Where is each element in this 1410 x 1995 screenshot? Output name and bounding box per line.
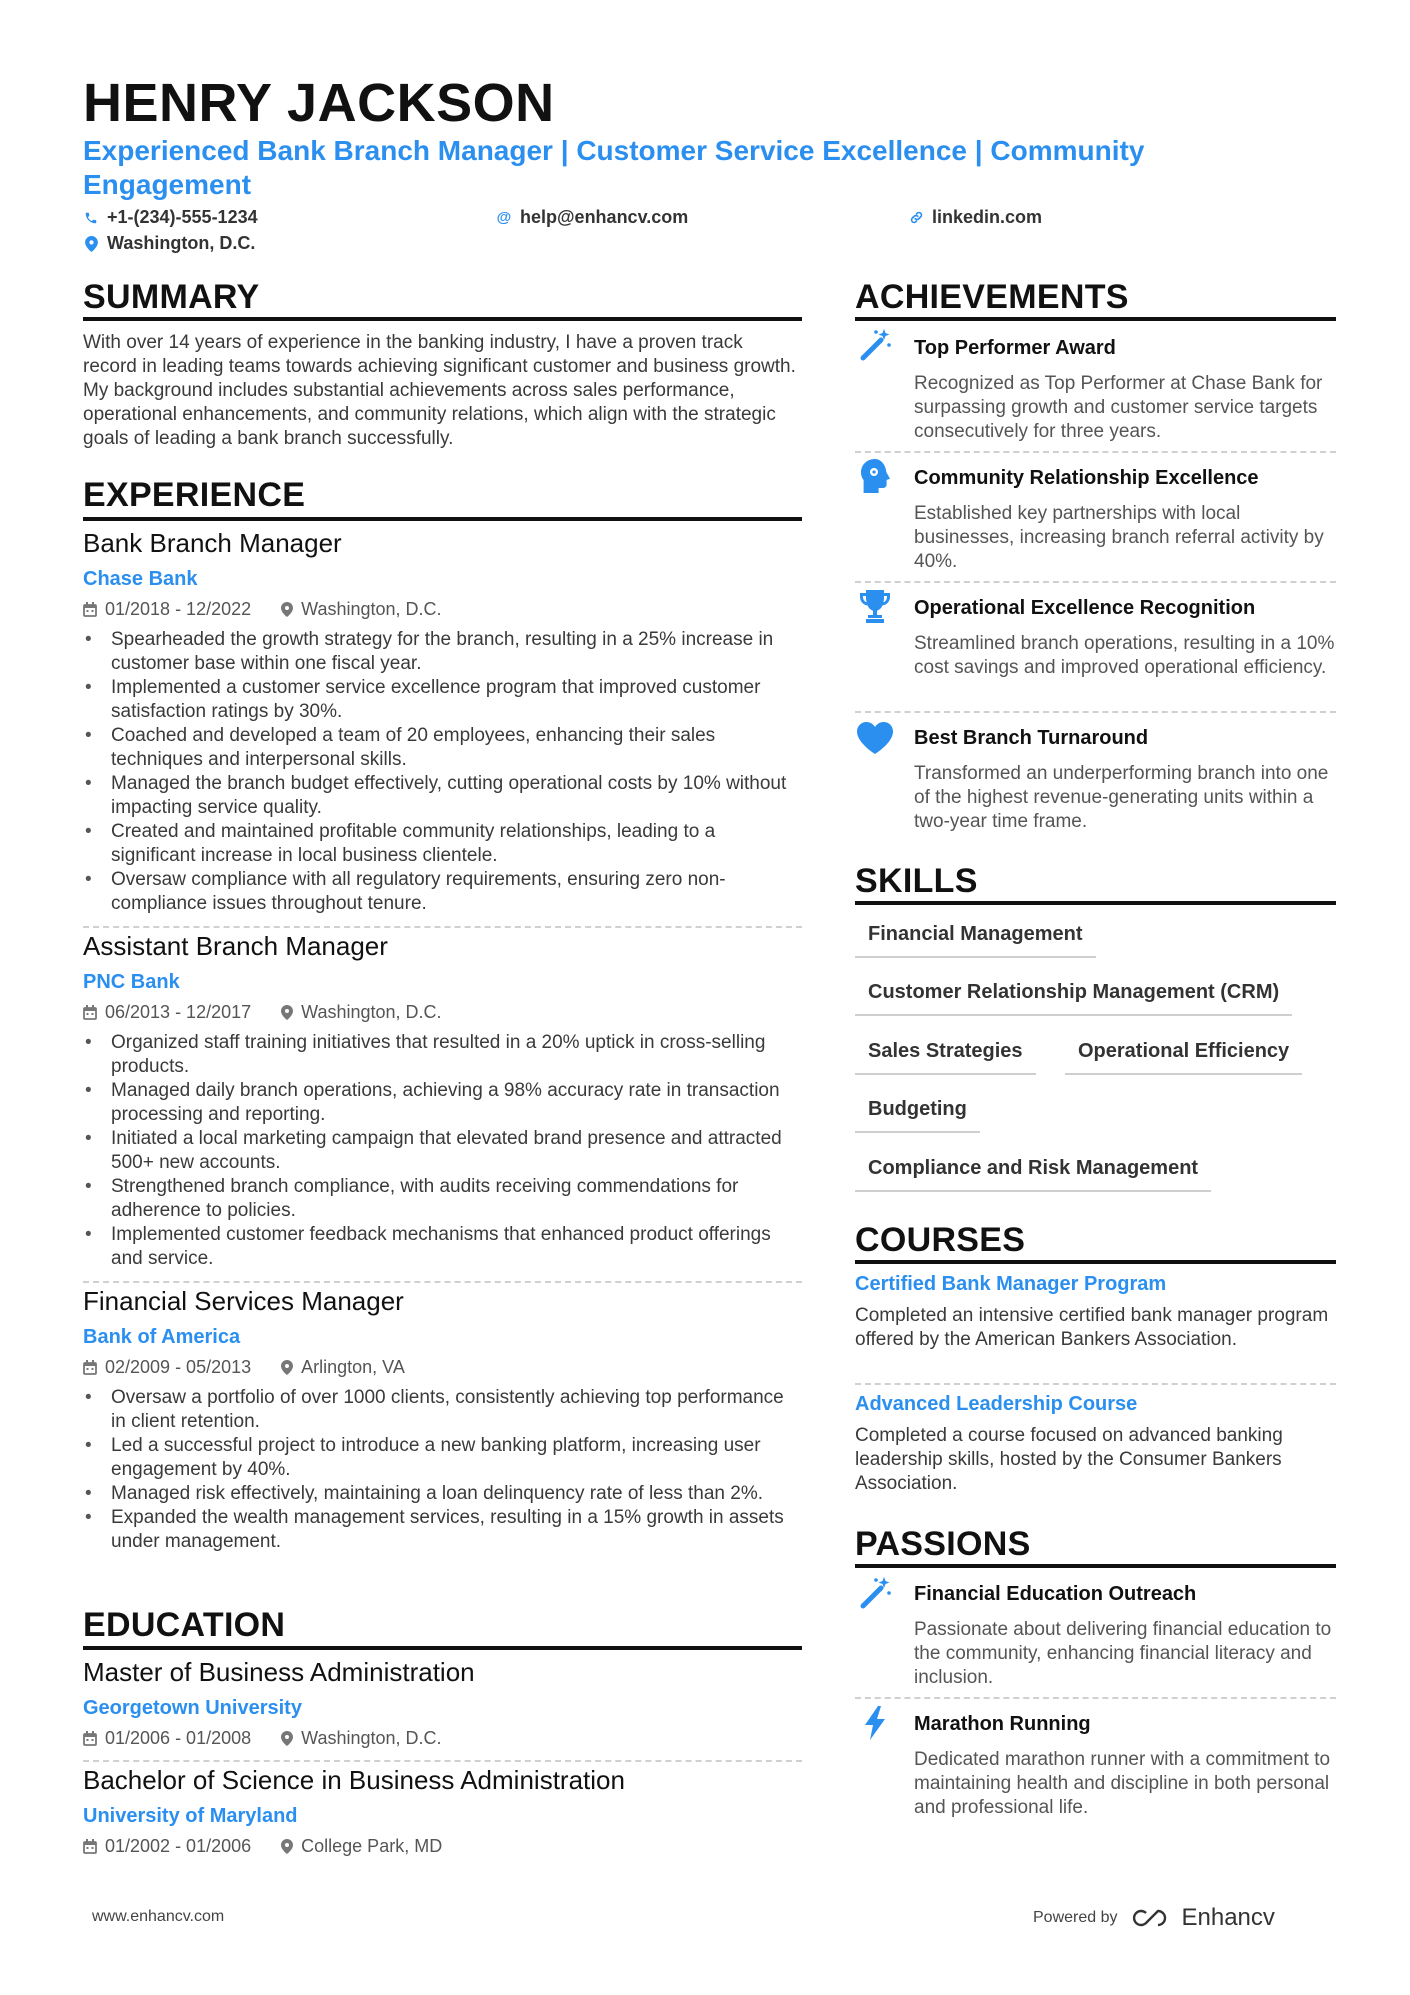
contact-linkedin[interactable] (908, 207, 1042, 228)
job-bullets (83, 1386, 803, 1554)
skill-tag: Financial Management (855, 923, 1096, 958)
summary-title: SUMMARY (83, 278, 260, 316)
achievements-title: ACHIEVEMENTS (855, 278, 1129, 316)
skill-tag: Operational Efficiency (1065, 1040, 1302, 1075)
bullet: • Managed the branch budget effectively, cutting operational costs by 10% without impacting service quality. (83, 772, 803, 820)
job-dates: 01/2018 - 12/2022 (105, 599, 252, 619)
education-rule (83, 1646, 802, 1650)
job-bullets (83, 1031, 803, 1271)
job-location: Arlington, VA (301, 1357, 405, 1377)
divider (855, 451, 1336, 453)
summary-text: With over 14 years of experience in the banking industry, I have a proven track record in leading teams towards achieving significant customer and business growth. My background includes substantial achievements across sales performance, operational enhancements, and community relations, which align with the strategic goals of leading a bank branch successfully. (83, 332, 796, 449)
divider (855, 581, 1336, 583)
job-location: Washington, D.C. (301, 1002, 442, 1022)
skill-tag: Budgeting (855, 1098, 980, 1133)
location-pin-icon (83, 236, 99, 252)
brand-text: Enhancv (1181, 1904, 1275, 1931)
enhancv-logo[interactable] (1130, 1904, 1275, 1932)
bullet: • Led a successful project to introduce a new banking platform, increasing user engagement by 40%. (83, 1434, 803, 1482)
passion-title: Marathon Running (914, 1713, 1091, 1735)
edu-location: Washington, D.C. (301, 1728, 442, 1748)
divider (83, 926, 802, 928)
email-text: help@enhancv.com (520, 207, 689, 227)
phone-icon (83, 210, 99, 226)
job-meta (83, 1357, 405, 1378)
summary-rule (83, 317, 802, 321)
achievement-desc: Streamlined branch operations, resulting in a 10% cost savings and improved operational efficiency. (914, 633, 1335, 678)
job-dates: 06/2013 - 12/2017 (105, 1002, 252, 1022)
course-desc: Completed a course focused on advanced banking leadership skills, hosted by the Consumer Bankers Association. (855, 1425, 1283, 1494)
skill-tag: Sales Strategies (855, 1040, 1036, 1075)
bullet: • Organized staff training initiatives that resulted in a 20% uptick in cross-selling products. (83, 1031, 803, 1079)
bullet: • Oversaw a portfolio of over 1000 clients, consistently achieving top performance in client retention. (83, 1386, 803, 1434)
bullet: • Created and maintained profitable community relationships, leading to a significant increase in local business clientele. (83, 820, 803, 868)
passion-desc: Passionate about delivering financial education to the community, enhancing financial literacy and inclusion. (914, 1619, 1332, 1688)
bullet: • Expanded the wealth management services, resulting in a 15% growth in assets under management. (83, 1506, 803, 1554)
headline: Experienced Bank Branch Manager | Customer Service Excellence | Community Engagement (83, 135, 1145, 200)
job-role: Bank Branch Manager (83, 528, 342, 558)
skill-tag: Customer Relationship Management (CRM) (855, 981, 1292, 1016)
edu-degree: Bachelor of Science in Business Administration (83, 1765, 625, 1795)
skills-rule (855, 901, 1336, 905)
contact-location (83, 233, 255, 254)
bullet: • Initiated a local marketing campaign that elevated brand presence and attracted 500+ new accounts. (83, 1127, 803, 1175)
edu-meta (83, 1728, 442, 1749)
skills-title: SKILLS (855, 862, 978, 900)
course-title: Advanced Leadership Course (855, 1393, 1138, 1415)
calendar-icon (83, 602, 97, 617)
candidate-name: HENRY JACKSON (83, 73, 555, 133)
location-text: Washington, D.C. (107, 233, 256, 253)
bullet: • Coached and developed a team of 20 employees, enhancing their sales techniques and interpersonal skills. (83, 724, 803, 772)
job-bullets (83, 628, 803, 916)
bullet: • Spearheaded the growth strategy for the branch, resulting in a 25% increase in customer base within one fiscal year. (83, 628, 803, 676)
bullet: • Implemented customer feedback mechanisms that enhanced product offerings and service. (83, 1223, 803, 1271)
courses-title: COURSES (855, 1221, 1026, 1259)
job-company: PNC Bank (83, 971, 180, 993)
skill-tag: Compliance and Risk Management (855, 1157, 1211, 1192)
divider (855, 711, 1336, 713)
achievement-desc: Established key partnerships with local businesses, increasing branch referral activity by 40%. (914, 503, 1324, 572)
edu-school: Georgetown University (83, 1697, 302, 1719)
divider (855, 1383, 1336, 1385)
course-desc: Completed an intensive certified bank manager program offered by the American Bankers Association. (855, 1305, 1329, 1350)
contact-email[interactable] (496, 207, 688, 228)
lightning-icon (855, 1703, 895, 1743)
location-pin-icon (281, 1731, 293, 1746)
edu-dates: 01/2002 - 01/2006 (105, 1836, 252, 1856)
experience-title: EXPERIENCE (83, 476, 306, 514)
phone-text: +1-(234)-555-1234 (107, 207, 258, 227)
bullet: • Managed risk effectively, maintaining a loan delinquency rate of less than 2%. (83, 1482, 803, 1506)
calendar-icon (83, 1360, 97, 1375)
achievement-title: Best Branch Turnaround (914, 727, 1149, 749)
head-icon (855, 456, 895, 496)
divider (83, 1281, 802, 1283)
job-location: Washington, D.C. (301, 599, 442, 619)
contact-phone[interactable] (83, 207, 258, 228)
passions-title: PASSIONS (855, 1525, 1031, 1563)
edu-degree: Master of Business Administration (83, 1657, 475, 1687)
linkedin-text: linkedin.com (932, 207, 1043, 227)
achievements-rule (855, 317, 1336, 321)
calendar-icon (83, 1839, 97, 1854)
location-pin-icon (281, 1839, 293, 1854)
education-title: EDUCATION (83, 1606, 286, 1644)
edu-location: College Park, MD (301, 1836, 443, 1856)
achievement-desc: Recognized as Top Performer at Chase Bank for surpassing growth and customer service targets consecutively for three years. (914, 373, 1323, 442)
experience-rule (83, 517, 802, 521)
achievement-desc: Transformed an underperforming branch into one of the highest revenue-generating units within a two-year time frame. (914, 763, 1329, 832)
edu-school: University of Maryland (83, 1805, 298, 1827)
passion-desc: Dedicated marathon runner with a commitment to maintaining health and discipline in both personal and professional life. (914, 1749, 1331, 1818)
job-company: Bank of America (83, 1326, 241, 1348)
divider (83, 1760, 802, 1762)
link-icon (908, 210, 924, 226)
job-role: Financial Services Manager (83, 1286, 404, 1316)
calendar-icon (83, 1005, 97, 1020)
location-pin-icon (281, 1005, 293, 1020)
trophy-icon (855, 586, 895, 626)
enhancv-logo-icon (1130, 1907, 1174, 1929)
course-title: Certified Bank Manager Program (855, 1273, 1167, 1295)
bullet: • Managed daily branch operations, achieving a 98% accuracy rate in transaction processing and reporting. (83, 1079, 803, 1127)
heart-icon (855, 718, 895, 758)
achievement-title: Top Performer Award (914, 337, 1116, 359)
magic-wand-icon (855, 1573, 895, 1613)
bullet: • Oversaw compliance with all regulatory requirements, ensuring zero non-compliance issues throughout tenure. (83, 868, 803, 916)
location-pin-icon (281, 1360, 293, 1375)
bullet: • Implemented a customer service excellence program that improved customer satisfaction ratings by 30%. (83, 676, 803, 724)
job-company: Chase Bank (83, 568, 198, 590)
job-role: Assistant Branch Manager (83, 931, 388, 961)
calendar-icon (83, 1731, 97, 1746)
job-meta (83, 599, 442, 620)
achievement-title: Community Relationship Excellence (914, 467, 1259, 489)
magic-wand-icon (855, 325, 895, 365)
courses-rule (855, 1260, 1336, 1264)
footer-powered-by (1033, 1904, 1275, 1932)
passions-rule (855, 1564, 1336, 1568)
edu-meta (83, 1836, 442, 1857)
job-meta (83, 1002, 442, 1023)
divider (855, 1697, 1336, 1699)
powered-by-text: Powered by (1033, 1909, 1118, 1926)
footer-website[interactable]: www.enhancv.com (92, 1908, 225, 1925)
location-pin-icon (281, 602, 293, 617)
achievement-title: Operational Excellence Recognition (914, 597, 1256, 619)
edu-dates: 01/2006 - 01/2008 (105, 1728, 252, 1748)
passion-title: Financial Education Outreach (914, 1583, 1197, 1605)
bullet: • Strengthened branch compliance, with audits receiving commendations for adherence to policies. (83, 1175, 803, 1223)
at-icon: @ (496, 209, 512, 226)
job-dates: 02/2009 - 05/2013 (105, 1357, 252, 1377)
